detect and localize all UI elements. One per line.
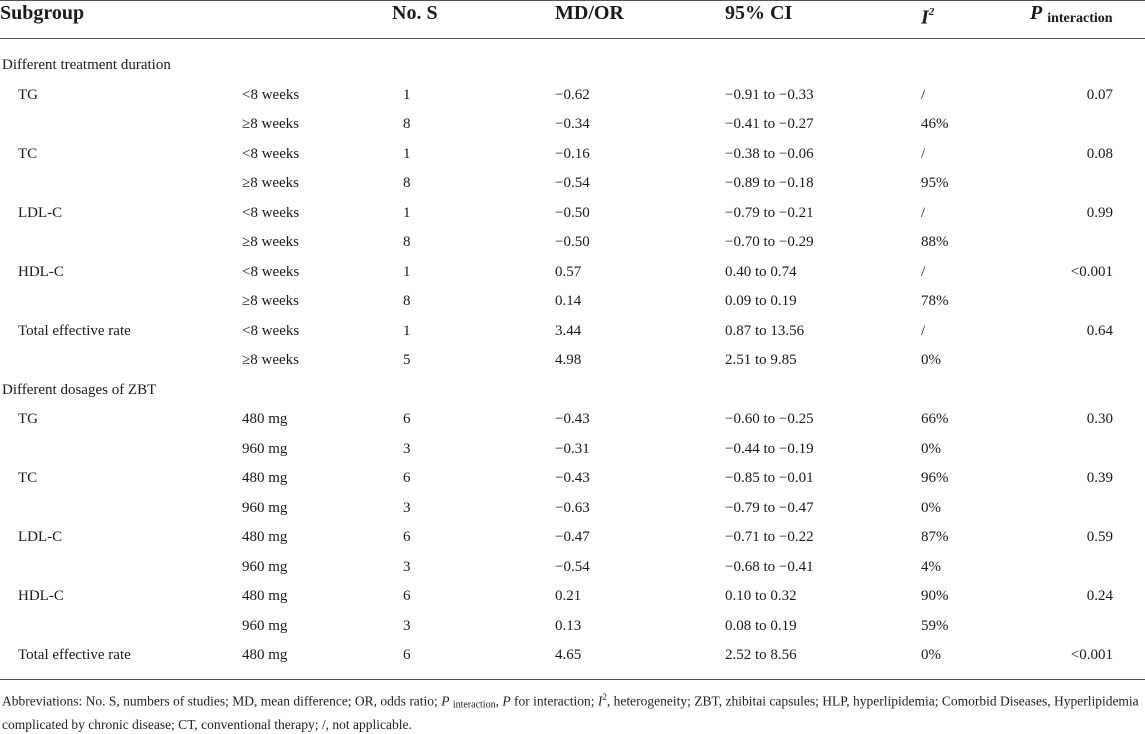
ci-cell: −0.79 to −0.21 (725, 204, 814, 221)
md-or-cell: −0.54 (555, 558, 590, 575)
no-s-cell: 6 (403, 529, 411, 545)
table-row (0, 582, 1145, 612)
header-md-or: MD/OR (555, 2, 624, 24)
no-s-cell: 3 (403, 558, 411, 575)
section-label: Different dosages of ZBT (2, 381, 157, 398)
no-s-cell: 5 (403, 352, 411, 368)
no-s-cell: 3 (403, 499, 411, 516)
md-or-cell: 4.65 (555, 647, 582, 663)
i-squared-cell: 66% (921, 411, 949, 427)
p-interaction-cell: 0.99 (1086, 204, 1113, 221)
category-cell: ≥8 weeks (242, 352, 299, 368)
subgroup-cell: LDL-C (18, 204, 63, 221)
ci-cell: −0.41 to −0.27 (725, 116, 814, 132)
header-95-ci: 95% CI (725, 2, 793, 24)
table-row (0, 199, 1145, 229)
p-interaction-cell: <0.001 (1070, 647, 1113, 663)
no-s-cell: 1 (403, 204, 411, 221)
category-cell: 960 mg (242, 617, 288, 634)
ci-cell: −0.79 to −0.47 (725, 499, 814, 516)
table-row (0, 405, 1145, 435)
ci-cell: −0.85 to −0.01 (725, 470, 814, 486)
p-interaction-cell: 0.59 (1086, 529, 1113, 545)
subgroup-cell: TC (18, 145, 38, 162)
md-or-cell: −0.31 (555, 440, 590, 457)
ci-cell: −0.68 to −0.41 (725, 558, 814, 575)
ci-cell: 2.52 to 8.56 (725, 647, 797, 663)
category-cell: 480 mg (242, 411, 288, 427)
no-s-cell: 8 (403, 116, 411, 132)
md-or-cell: 0.57 (555, 263, 582, 280)
subgroup-cell: TG (18, 86, 38, 103)
i-squared-cell: / (921, 86, 926, 103)
table-row (0, 110, 1145, 140)
table-row (0, 523, 1145, 553)
ci-cell: 0.87 to 13.56 (725, 322, 805, 339)
category-cell: 480 mg (242, 529, 288, 545)
ci-cell: −0.60 to −0.25 (725, 411, 814, 427)
no-s-cell: 8 (403, 293, 411, 309)
no-s-cell: 1 (403, 263, 411, 280)
category-cell: <8 weeks (242, 263, 300, 280)
footnote-p-sub: interaction (452, 699, 496, 711)
i-squared-cell: 95% (921, 175, 949, 191)
table-row (0, 287, 1145, 317)
md-or-cell: −0.63 (555, 499, 590, 516)
i-squared-cell: 88% (921, 234, 949, 250)
subgroup-cell: LDL-C (18, 529, 63, 545)
header-p-letter: P (1030, 2, 1043, 24)
category-cell: <8 weeks (242, 86, 300, 103)
footnote-part2: , (495, 693, 503, 709)
category-cell: <8 weeks (242, 204, 300, 221)
category-cell: ≥8 weeks (242, 234, 299, 250)
p-interaction-cell: 0.39 (1086, 470, 1113, 486)
footnote-i-sup: 2 (602, 692, 607, 702)
section-row (0, 51, 1145, 81)
table-body (0, 51, 1145, 671)
table-row (0, 81, 1145, 111)
header-p-interaction (1030, 2, 1113, 30)
ci-cell: 0.10 to 0.32 (725, 588, 797, 604)
subgroup-cell: HDL-C (18, 263, 64, 280)
header-rule (0, 38, 1145, 39)
i-squared-cell: / (921, 263, 926, 280)
category-cell: 480 mg (242, 647, 288, 663)
footnote-i-letter: I (597, 693, 603, 709)
table-row (0, 317, 1145, 347)
table-row (0, 140, 1145, 170)
md-or-cell: −0.43 (555, 411, 590, 427)
i-squared-cell: 0% (921, 440, 941, 457)
i-squared-cell: 0% (921, 352, 941, 368)
table-row (0, 228, 1145, 258)
ci-cell: −0.71 to −0.22 (725, 529, 814, 545)
category-cell: 960 mg (242, 440, 288, 457)
no-s-cell: 1 (403, 145, 411, 162)
ci-cell: −0.89 to −0.18 (725, 175, 814, 191)
ci-cell: 0.08 to 0.19 (725, 617, 797, 634)
i-squared-cell: / (921, 322, 926, 339)
subgroup-cell: Total effective rate (18, 647, 131, 663)
category-cell: ≥8 weeks (242, 175, 299, 191)
ci-cell: 2.51 to 9.85 (725, 352, 797, 368)
section-row (0, 376, 1145, 406)
table-row (0, 346, 1145, 376)
table-row (0, 169, 1145, 199)
i-squared-cell: 96% (921, 470, 949, 486)
table-header (0, 0, 1145, 38)
subgroup-cell: Total effective rate (18, 322, 131, 339)
p-interaction-cell: 0.07 (1086, 86, 1113, 103)
i-squared-cell: 46% (921, 116, 949, 132)
footnote-part3: for interaction; (510, 693, 598, 709)
i-squared-cell: 87% (921, 529, 949, 545)
md-or-cell: 0.14 (555, 293, 582, 309)
header-i-squared (921, 2, 934, 29)
i-squared-cell: 90% (921, 588, 949, 604)
i-squared-cell: 78% (921, 293, 949, 309)
i-squared-cell: 59% (921, 617, 949, 634)
ci-cell: −0.91 to −0.33 (725, 86, 814, 103)
md-or-cell: −0.34 (555, 116, 590, 132)
table-row (0, 494, 1145, 524)
category-cell: ≥8 weeks (242, 293, 299, 309)
p-interaction-cell: <0.001 (1070, 263, 1113, 280)
table-row (0, 553, 1145, 583)
no-s-cell: 8 (403, 234, 411, 250)
footnote-part4: , heterogeneity; ZBT, zhibitai capsules; HLP, hyperlipidemia; Comorbid Diseases, Hyperlipidemia complicated by chronic disease; CT, conventional therapy; /, not applicable. (2, 693, 1139, 732)
md-or-cell: −0.16 (555, 145, 590, 162)
table-bottom-rule (0, 679, 1145, 680)
no-s-cell: 1 (403, 322, 411, 339)
footnote-part1: Abbreviations: No. S, numbers of studies; MD, mean difference; OR, odds ratio; (2, 693, 442, 709)
i-squared-cell: 4% (921, 558, 941, 575)
footnote-p-letter: P (441, 693, 450, 709)
category-cell: <8 weeks (242, 322, 300, 339)
md-or-cell: −0.43 (555, 470, 590, 486)
ci-cell: −0.38 to −0.06 (725, 145, 814, 162)
subgroup-cell: TC (18, 470, 38, 486)
header-no-s: No. S (392, 2, 438, 24)
p-interaction-cell: 0.08 (1086, 145, 1113, 162)
ci-cell: 0.09 to 0.19 (725, 293, 797, 309)
no-s-cell: 6 (403, 470, 411, 486)
category-cell: 960 mg (242, 499, 288, 516)
no-s-cell: 3 (403, 440, 411, 457)
table-row (0, 612, 1145, 642)
md-or-cell: 0.13 (555, 617, 582, 634)
table-row (0, 641, 1145, 671)
category-cell: 960 mg (242, 558, 288, 575)
table-row (0, 258, 1145, 288)
i-squared-cell: / (921, 204, 926, 221)
category-cell: 480 mg (242, 470, 288, 486)
md-or-cell: −0.50 (555, 204, 590, 221)
header-i-sup: 2 (928, 6, 935, 18)
subgroup-cell: TG (18, 411, 38, 427)
category-cell: ≥8 weeks (242, 116, 299, 132)
no-s-cell: 6 (403, 588, 411, 604)
table-row (0, 464, 1145, 494)
md-or-cell: −0.54 (555, 175, 590, 191)
subgroup-cell: HDL-C (18, 588, 64, 604)
ci-cell: −0.44 to −0.19 (725, 440, 814, 457)
p-interaction-cell: 0.24 (1086, 588, 1113, 604)
no-s-cell: 1 (403, 86, 411, 103)
md-or-cell: 0.21 (555, 588, 582, 604)
p-interaction-cell: 0.64 (1086, 322, 1113, 339)
header-i-letter: I (921, 6, 929, 29)
md-or-cell: −0.50 (555, 234, 590, 250)
md-or-cell: 4.98 (555, 352, 582, 368)
i-squared-cell: 0% (921, 499, 941, 516)
no-s-cell: 3 (403, 617, 411, 634)
no-s-cell: 6 (403, 411, 411, 427)
i-squared-cell: 0% (921, 647, 941, 663)
section-label: Different treatment duration (2, 57, 171, 73)
header-p-sub: interaction (1047, 11, 1113, 26)
category-cell: <8 weeks (242, 145, 300, 162)
footnote-p-letter-2: P (502, 693, 511, 709)
ci-cell: 0.40 to 0.74 (725, 263, 797, 280)
header-subgroup: Subgroup (0, 2, 85, 24)
md-or-cell: 3.44 (555, 322, 582, 339)
no-s-cell: 8 (403, 175, 411, 191)
md-or-cell: −0.47 (555, 529, 590, 545)
p-interaction-cell: 0.30 (1086, 411, 1113, 427)
ci-cell: −0.70 to −0.29 (725, 234, 814, 250)
no-s-cell: 6 (403, 647, 411, 663)
category-cell: 480 mg (242, 588, 288, 604)
table-row (0, 435, 1145, 465)
i-squared-cell: / (921, 145, 926, 162)
table-footnote (2, 688, 1142, 734)
md-or-cell: −0.62 (555, 86, 590, 103)
